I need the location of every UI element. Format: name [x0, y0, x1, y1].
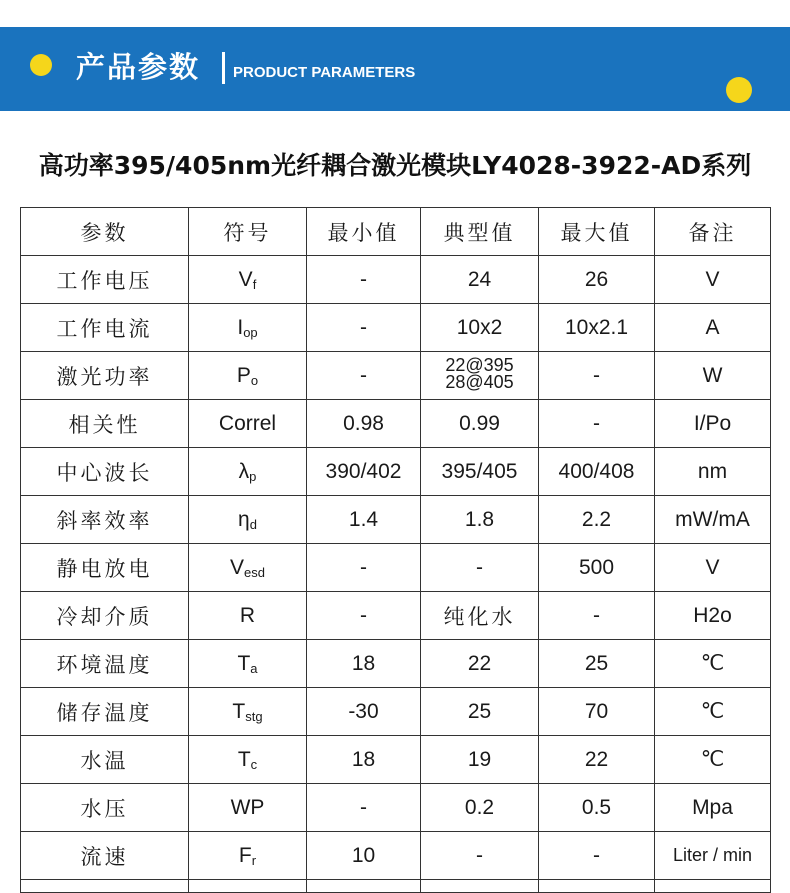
- symbol-subscript: esd: [244, 564, 265, 580]
- max-value-cell: -: [539, 832, 655, 880]
- symbol-text: λ: [238, 459, 250, 483]
- symbol-subscript: o: [250, 372, 259, 388]
- param-name-cell: 环境温度: [21, 640, 189, 688]
- table-row: [21, 736, 771, 784]
- param-name-cell: 流速: [21, 832, 189, 880]
- empty-cell: [421, 880, 539, 893]
- typical-value-line: 22@395: [445, 355, 514, 375]
- column-header: 符号: [189, 208, 307, 256]
- max-value-cell: 10x2.1: [539, 304, 655, 352]
- table-row-partial: [21, 880, 771, 893]
- max-value-cell: 70: [539, 688, 655, 736]
- symbol-cell: [189, 496, 307, 544]
- note-cell: ℃: [655, 688, 771, 736]
- max-value-cell: 400/408: [539, 448, 655, 496]
- symbol-cell: [189, 400, 307, 448]
- symbol-text: T: [237, 747, 251, 771]
- note-cell: V: [655, 256, 771, 304]
- min-value-cell: -: [307, 784, 421, 832]
- table-row: [21, 448, 771, 496]
- symbol-cell: [189, 640, 307, 688]
- param-name-cell: 相关性: [21, 400, 189, 448]
- column-header: 最小值: [307, 208, 421, 256]
- min-value-cell: 18: [307, 736, 421, 784]
- param-name-cell: 静电放电: [21, 544, 189, 592]
- symbol-text: WP: [230, 795, 265, 819]
- typical-value-cell: 1.8: [421, 496, 539, 544]
- param-name-cell: 中心波长: [21, 448, 189, 496]
- table-row: [21, 688, 771, 736]
- symbol-subscript: c: [250, 756, 258, 772]
- typical-value-cell: -: [421, 544, 539, 592]
- section-title-en: PRODUCT PARAMETERS: [233, 64, 416, 81]
- max-value-cell: -: [539, 592, 655, 640]
- param-name-cell: 水压: [21, 784, 189, 832]
- symbol-text: Correl: [218, 411, 277, 435]
- symbol-text: F: [238, 843, 252, 867]
- symbol-text: R: [239, 603, 256, 627]
- section-title-cn: 产品参数: [76, 50, 201, 84]
- yellow-dot-icon: [30, 54, 52, 76]
- max-value-cell: 26: [539, 256, 655, 304]
- note-cell: ℃: [655, 736, 771, 784]
- note-cell: V: [655, 544, 771, 592]
- min-value-cell: -: [307, 304, 421, 352]
- min-value-cell: -30: [307, 688, 421, 736]
- min-value-cell: 390/402: [307, 448, 421, 496]
- column-header: 最大值: [539, 208, 655, 256]
- note-cell: W: [655, 352, 771, 400]
- table-row: [21, 592, 771, 640]
- typical-value-stack: [445, 357, 513, 391]
- table-row: [21, 640, 771, 688]
- symbol-subscript: p: [249, 468, 257, 484]
- max-value-cell: 0.5: [539, 784, 655, 832]
- min-value-cell: -: [307, 592, 421, 640]
- symbol-subscript: stg: [245, 708, 263, 724]
- symbol-cell: [189, 304, 307, 352]
- symbol-cell: [189, 544, 307, 592]
- min-value-cell: 0.98: [307, 400, 421, 448]
- symbol-cell: [189, 352, 307, 400]
- note-cell: Liter / min: [655, 832, 771, 880]
- symbol-text: T: [232, 699, 246, 723]
- typical-value-cell: -: [421, 832, 539, 880]
- table-row: [21, 400, 771, 448]
- min-value-cell: 10: [307, 832, 421, 880]
- title-divider: [222, 52, 225, 84]
- param-name-cell: 冷却介质: [21, 592, 189, 640]
- table-row: [21, 544, 771, 592]
- note-cell: Mpa: [655, 784, 771, 832]
- symbol-cell: [189, 448, 307, 496]
- typical-value-cell: 25: [421, 688, 539, 736]
- max-value-cell: 22: [539, 736, 655, 784]
- min-value-cell: 18: [307, 640, 421, 688]
- typical-value-cell: 纯化水: [421, 592, 539, 640]
- table-row: [21, 304, 771, 352]
- typical-value-cell: 10x2: [421, 304, 539, 352]
- symbol-cell: [189, 832, 307, 880]
- note-cell: nm: [655, 448, 771, 496]
- typical-value-cell: 0.99: [421, 400, 539, 448]
- symbol-cell: [189, 688, 307, 736]
- column-header: 参数: [21, 208, 189, 256]
- typical-value-cell: 24: [421, 256, 539, 304]
- note-cell: ℃: [655, 640, 771, 688]
- symbol-text: V: [230, 555, 245, 579]
- table-row: [21, 352, 771, 400]
- table-row: [21, 256, 771, 304]
- typical-value-cell: 19: [421, 736, 539, 784]
- typical-value-cell: 0.2: [421, 784, 539, 832]
- typical-value-line: 28@405: [445, 372, 514, 392]
- note-cell: mW/mA: [655, 496, 771, 544]
- max-value-cell: -: [539, 352, 655, 400]
- column-header: 备注: [655, 208, 771, 256]
- table-row: [21, 784, 771, 832]
- empty-cell: [307, 880, 421, 893]
- min-value-cell: -: [307, 544, 421, 592]
- table-row: [21, 832, 771, 880]
- param-name-cell: 斜率效率: [21, 496, 189, 544]
- param-name-cell: 储存温度: [21, 688, 189, 736]
- table-row: [21, 496, 771, 544]
- note-cell: I/Po: [655, 400, 771, 448]
- min-value-cell: -: [307, 256, 421, 304]
- typical-value-cell: 22: [421, 640, 539, 688]
- param-name-cell: 激光功率: [21, 352, 189, 400]
- max-value-cell: 500: [539, 544, 655, 592]
- column-header: 典型值: [421, 208, 539, 256]
- typical-value-cell: 395/405: [421, 448, 539, 496]
- symbol-subscript: op: [243, 324, 258, 340]
- empty-cell: [539, 880, 655, 893]
- note-cell: A: [655, 304, 771, 352]
- symbol-subscript: d: [249, 516, 257, 532]
- max-value-cell: -: [539, 400, 655, 448]
- typical-value-cell: [421, 352, 539, 400]
- parameters-table: [20, 207, 771, 893]
- max-value-cell: 2.2: [539, 496, 655, 544]
- param-name-cell: 工作电流: [21, 304, 189, 352]
- symbol-cell: [189, 736, 307, 784]
- symbol-text: I: [237, 315, 244, 339]
- symbol-text: η: [238, 507, 250, 531]
- empty-cell: [189, 880, 307, 893]
- param-name-cell: 水温: [21, 736, 189, 784]
- symbol-subscript: a: [250, 660, 258, 676]
- max-value-cell: 25: [539, 640, 655, 688]
- note-cell: H2o: [655, 592, 771, 640]
- empty-cell: [655, 880, 771, 893]
- symbol-text: T: [237, 651, 251, 675]
- yellow-dot-icon: [726, 77, 752, 103]
- symbol-cell: [189, 784, 307, 832]
- symbol-cell: [189, 592, 307, 640]
- table-header-row: [21, 208, 771, 256]
- section-banner: [0, 27, 790, 111]
- symbol-cell: [189, 256, 307, 304]
- min-value-cell: 1.4: [307, 496, 421, 544]
- symbol-text: V: [238, 267, 253, 291]
- product-title: 高功率395/405nm光纤耦合激光模块LY4028-3922-AD系列: [38, 151, 752, 180]
- param-name-cell: 工作电压: [21, 256, 189, 304]
- symbol-subscript: r: [251, 852, 257, 868]
- symbol-subscript: f: [252, 276, 257, 292]
- min-value-cell: -: [307, 352, 421, 400]
- empty-cell: [21, 880, 189, 893]
- symbol-text: P: [236, 363, 251, 387]
